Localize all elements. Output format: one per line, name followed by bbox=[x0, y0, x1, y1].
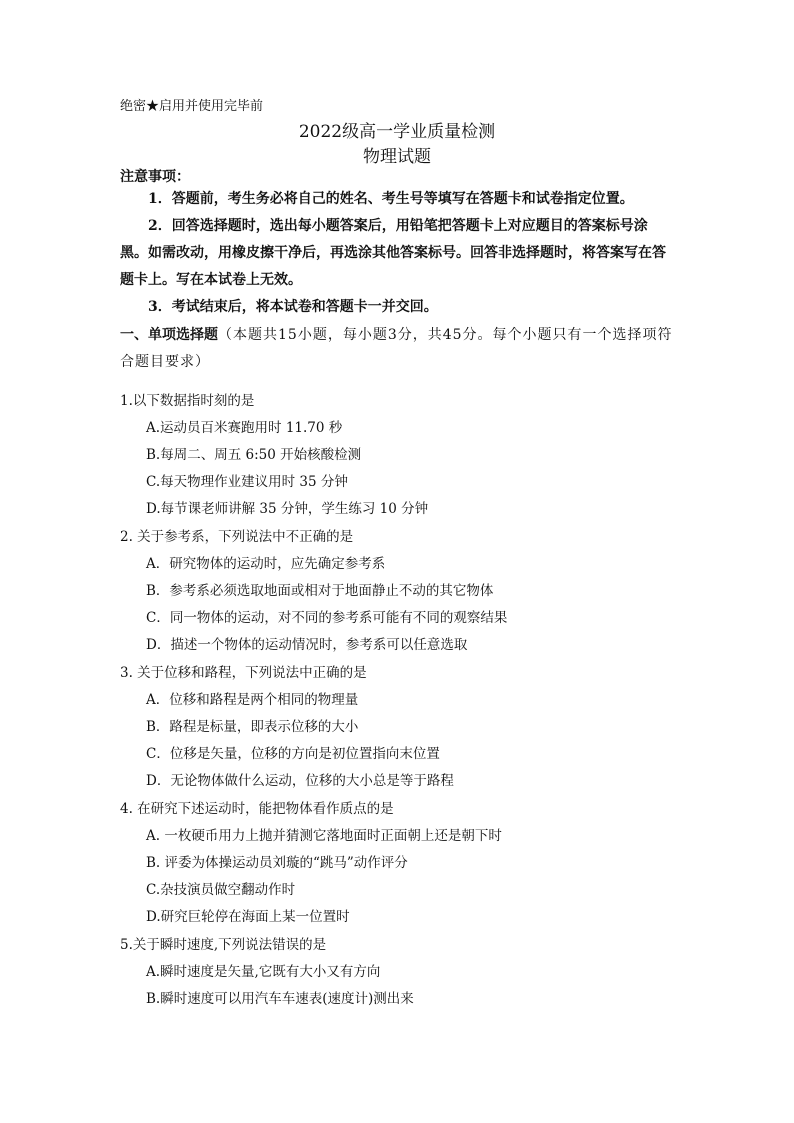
question-stem: 3. 关于位移和路程，下列说法中正确的是 bbox=[120, 665, 367, 681]
question-option: B．参考系必须选取地面或相对于地面静止不动的其它物体 bbox=[146, 583, 494, 599]
exam-title: 2022级高一学业质量检测 bbox=[298, 122, 496, 142]
question-option: B．路程是标量，即表示位移的大小 bbox=[146, 719, 359, 735]
notice-item: 3．考试结束后，将本试卷和答题卡一并交回。 bbox=[148, 299, 438, 315]
question-option: D.每节课老师讲解 35 分钟，学生练习 10 分钟 bbox=[146, 501, 429, 517]
notice-item: 2．回答选择题时，选出每小题答案后，用铅笔把答题卡上对应题目的答案标号涂黑。如需改动，用橡皮擦干净后，再选涂其他答案标号。回答非选择题时，将答案写在答题卡上。写在本试卷上无效。 bbox=[120, 218, 666, 288]
question-option: C.每天物理作业建议用时 35 分钟 bbox=[146, 474, 348, 490]
question-option: B.瞬时速度可以用汽车车速表(速度计)测出来 bbox=[146, 991, 414, 1007]
confidential-label: 绝密★启用并使用完毕前 bbox=[120, 99, 264, 114]
question-stem: 5.关于瞬时速度,下列说法错误的是 bbox=[120, 937, 327, 953]
section-title: 一、单项选择题 bbox=[120, 327, 218, 343]
question-option: D．无论物体做什么运动，位移的大小总是等于路程 bbox=[146, 773, 454, 789]
section-description: （本题共15小题，每小题3分，共45分。每个小题只有一个选择项符合题目要求） bbox=[120, 327, 673, 370]
notice-heading: 注意事项： bbox=[120, 169, 190, 185]
question-option: A．研究物体的运动时，应先确定参考系 bbox=[146, 556, 386, 572]
question-option: B. 评委为体操运动员刘璇的“跳马”动作评分 bbox=[146, 855, 408, 871]
question-option: D．描述一个物体的运动情况时，参考系可以任意选取 bbox=[146, 637, 468, 653]
question-option: A.瞬时速度是矢量,它既有大小又有方向 bbox=[146, 964, 381, 980]
question-stem: 2. 关于参考系，下列说法中不正确的是 bbox=[120, 529, 354, 545]
question-stem: 4. 在研究下述运动时，能把物体看作质点的是 bbox=[120, 801, 394, 817]
section-heading bbox=[120, 322, 680, 376]
question-option: A. 一枚硬币用力上抛并猜测它落地面时正面朝上还是朝下时 bbox=[146, 828, 502, 844]
question-option: A．位移和路程是两个相同的物理量 bbox=[146, 692, 359, 708]
question-option: A.运动员百米赛跑用时 11.70 秒 bbox=[146, 420, 343, 436]
question-option: D.研究巨轮停在海面上某一位置时 bbox=[146, 909, 350, 925]
question-option: C．同一物体的运动，对不同的参考系可能有不同的观察结果 bbox=[146, 610, 508, 626]
question-stem: 1.以下数据指时刻的是 bbox=[120, 393, 255, 409]
question-option: B.每周二、周五 6:50 开始核酸检测 bbox=[146, 447, 362, 463]
question-option: C．位移是矢量，位移的方向是初位置指向末位置 bbox=[146, 746, 440, 762]
question-option: C.杂技演员做空翻动作时 bbox=[146, 882, 296, 898]
notice-item: 1．答题前，考生务必将自己的姓名、考生号等填写在答题卡和试卷指定位置。 bbox=[148, 191, 634, 207]
exam-subtitle: 物理试题 bbox=[363, 147, 431, 167]
